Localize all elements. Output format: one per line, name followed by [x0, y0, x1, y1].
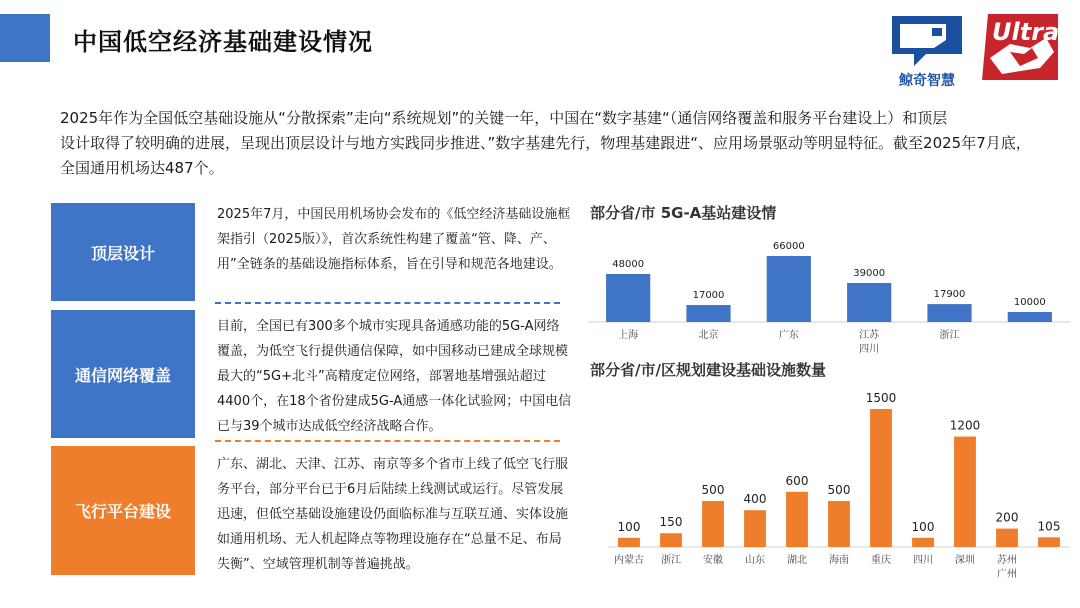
- section-description-top-level-design: [217, 202, 572, 277]
- bar: [744, 510, 766, 547]
- bar-value-label: 500: [701, 483, 725, 497]
- bar-value-label: 17900: [933, 289, 966, 301]
- ultra-logo: [980, 8, 1060, 86]
- intro-line: 2025年作为全国低空基础设施从“分散探索”走向“系统规划”的关键一年，中国在“数字基建“（通信网络覆盖和服务平台建设上）和顶层: [60, 109, 948, 127]
- bar: [912, 538, 934, 547]
- bar-value-label: 1200: [949, 418, 981, 433]
- description-text: 2025年7月，中国民用机场协会发布的《低空经济基础设施框架指引（2025版）》，首次系统性构建了覆盖“管、降、产、用”全链条的基础设施指标体系，旨在引导和规范各地建设。: [217, 207, 571, 272]
- chart-5ga-stations: [588, 225, 1070, 360]
- category-top-level-design: 顶层设计: [51, 203, 195, 301]
- category-label: 江苏四川: [859, 330, 880, 355]
- section-divider: [215, 440, 560, 442]
- category-label: 安徽: [703, 555, 723, 566]
- category-label: 广东: [778, 330, 799, 341]
- bar: [702, 501, 724, 547]
- intro-line: 设计取得了较明确的进展，呈现出顶层设计与地方实践同步推进、”数字基建先行，物理基建跟进“、应用场景驱动等明显特征。截至2025年7月底，全国通用机场达487个。: [60, 134, 1031, 177]
- category-label: 深圳: [955, 555, 975, 566]
- bar: [618, 538, 640, 547]
- bar-value-label: 10000: [1013, 297, 1046, 308]
- description-text: 广东、湖北、天津、江苏、南京等多个省市上线了低空飞行服务平台，部分平台已于6月后陆续上线测试或运行。尽管发展迅速，但低空基础设施建设仍面临标准与互联互通、实体设施如通用机场、无人机起降点等物理设施存在“总量不足、布局失衡”、空域管理机制等普遍挑战。: [217, 457, 569, 572]
- bar-value-label: 500: [827, 483, 851, 497]
- chart-title-infrastructure-count: 部分省/市/区规划建设基础设施数量: [590, 361, 826, 379]
- bar: [786, 492, 808, 547]
- title-accent-bar: [0, 14, 50, 62]
- page-title: 中国低空经济基础建设情况: [73, 28, 373, 56]
- chart-title-5ga-stations: 部分省/市 5G-A基站建设情: [590, 204, 777, 222]
- bar: [660, 533, 682, 547]
- bar: [606, 274, 650, 322]
- bar-value-label: 100: [617, 519, 641, 534]
- category-label: 湖北: [787, 555, 807, 566]
- bar-value-label: 17000: [692, 290, 725, 301]
- category-label: 四川: [913, 555, 933, 566]
- bar-value-label: 600: [785, 473, 809, 488]
- category-label: 浙江: [661, 555, 681, 566]
- section-description-network-coverage: [217, 314, 572, 439]
- description-text: 目前，全国已有300多个城市实现具备通感功能的5G-A网络覆盖，为低空飞行提供通信保障，如中国移动已建成全球规模最大的“5G+北斗”高精度定位网络，部署地基增强站超过4400个，在18个省份建成5G-A通感一体化试验网；中国电信已与39个城市达成低空经济战略合作。: [217, 319, 572, 434]
- bar: [954, 437, 976, 547]
- intro-paragraph: [60, 106, 1035, 181]
- category-label: 上海: [618, 330, 639, 341]
- bar-value-label: 48000: [612, 259, 645, 270]
- bar-value-label: 150: [659, 515, 683, 530]
- bar-value-label: 1500: [865, 391, 897, 405]
- bar-value-label: 200: [995, 510, 1019, 525]
- section-description-flight-platform: [217, 452, 572, 577]
- bar-value-label: 100: [911, 519, 935, 534]
- bar: [1038, 537, 1060, 547]
- bar: [847, 283, 891, 322]
- bar: [767, 256, 811, 322]
- category-label: 山东: [745, 555, 765, 566]
- category-flight-platform: 飞行平台建设: [51, 446, 195, 575]
- category-label: 北京: [698, 330, 719, 341]
- bar-value-label: 39000: [853, 268, 886, 279]
- bar-value-label: 66000: [772, 241, 805, 252]
- category-label: 重庆: [871, 555, 891, 566]
- bar-value-label: 400: [743, 492, 767, 507]
- category-label: 海南: [829, 555, 849, 566]
- bar: [686, 305, 730, 322]
- category-label: 内蒙古: [614, 555, 644, 566]
- bar: [828, 501, 850, 547]
- ultra-logo-text: Ultra: [992, 18, 1060, 46]
- bar: [1008, 312, 1052, 322]
- chart-infrastructure-count: [608, 385, 1070, 600]
- bar: [996, 529, 1018, 547]
- section-divider: [215, 302, 560, 304]
- category-label: 浙江: [939, 330, 960, 341]
- jingqi-logo: [884, 10, 970, 88]
- category-network-coverage: 通信网络覆盖: [51, 310, 195, 438]
- bar: [870, 409, 892, 547]
- bar: [927, 304, 971, 322]
- bar-value-label: 105: [1037, 519, 1061, 534]
- jingqi-logo-icon: [884, 10, 970, 70]
- category-label: 苏州广州: [997, 555, 1017, 580]
- jingqi-logo-text: 鲸奇智慧: [899, 73, 955, 89]
